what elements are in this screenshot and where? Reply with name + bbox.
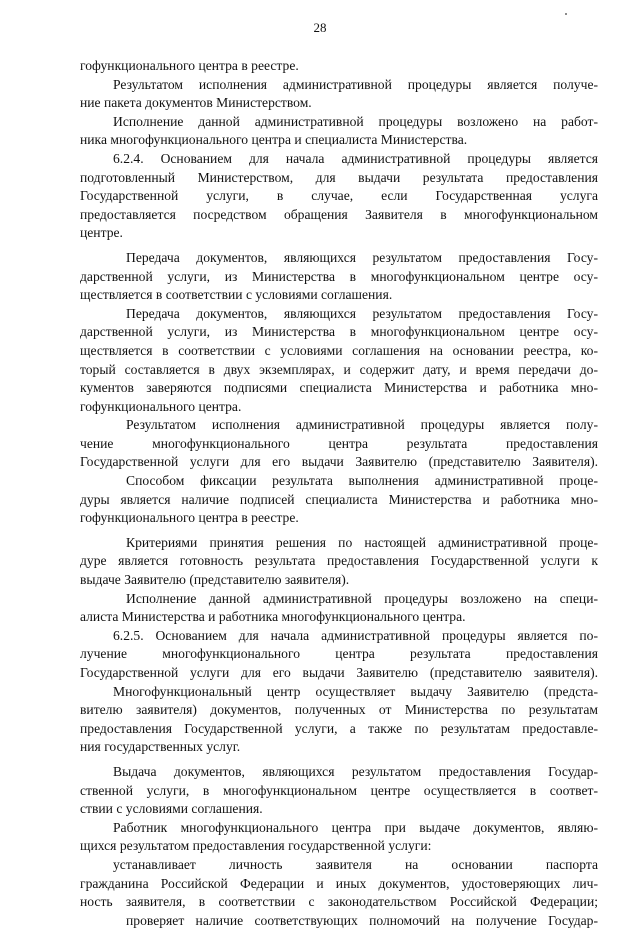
scan-speck bbox=[565, 13, 567, 15]
text-line: лучение многофункционального центра результата предоставления bbox=[80, 646, 598, 662]
text-line: чение многофункционального центра результата предоставления bbox=[80, 435, 598, 451]
text-line: гофункционального центра. bbox=[80, 398, 242, 414]
text-line: дуре является готовность результата предоставления Государственной услуги к bbox=[80, 553, 598, 569]
text-line: Государственной услуги для его выдачи Заявителю (представителю Заявителя). bbox=[80, 454, 598, 470]
text-line: 6.2.4. Основанием для начала административной процедуры является bbox=[113, 150, 598, 166]
text-line: гофункционального центра в реестре. bbox=[80, 58, 299, 73]
text-line: проверяет наличие соответствующих полномочий на получение Государ- bbox=[126, 912, 598, 928]
text-line: Государственной услуги, в случае, если Государственная услуга bbox=[80, 188, 598, 204]
text-line: устанавливает личность заявителя на основании паспорта bbox=[113, 856, 598, 872]
text-line: ществляется в соответствии с условиями соглашения. bbox=[80, 287, 393, 303]
text-line: вителю заявителя) документов, полученных от Министерства по результатам bbox=[80, 702, 598, 718]
text-line: ника многофункционального центра и специалиста Министерства. bbox=[80, 132, 468, 148]
text-line: Передача документов, являющихся результатом предоставления Госу- bbox=[126, 305, 598, 321]
text-line: Критериями принятия решения по настоящей административной проце- bbox=[126, 534, 598, 550]
page-number: 28 bbox=[313, 20, 327, 35]
text-line: ственной услуги, в многофункциональном центре осуществляется в соответ- bbox=[80, 782, 598, 798]
text-line: Выдача документов, являющихся результатом предоставления Государ- bbox=[113, 763, 598, 779]
text-line: Результатом исполнения административной процедуры является полу- bbox=[126, 417, 598, 433]
text-line: торый составляется в двух экземплярах, и содержит дату, и время передачи до- bbox=[80, 361, 598, 377]
text-line: ществляется в соответствии с условиями соглашения на основании реестра, ко- bbox=[80, 342, 598, 358]
document-body bbox=[80, 57, 598, 930]
text-line: Способом фиксации результата выполнения административной проце- bbox=[126, 473, 598, 489]
text-line: гофункционального центра в реестре. bbox=[80, 510, 299, 526]
text-line: 6.2.5. Основанием для начала административной процедуры является по- bbox=[113, 627, 598, 643]
text-line: ность заявителя, в соответствии с законодательством Российской Федерации; bbox=[80, 894, 598, 910]
text-line: Исполнение данной административной процедуры возложено на специ- bbox=[126, 590, 598, 606]
text-line: Государственной услуги для его выдачи Заявителю (представителю заявителя). bbox=[80, 665, 598, 680]
text-line: центре. bbox=[80, 225, 123, 241]
text-line: дарственной услуги, из Министерства в многофункциональном центре осу- bbox=[80, 268, 598, 284]
text-line: предоставления Государственной услуги, а также по результатам предоставле- bbox=[80, 720, 598, 736]
text-line: гражданина Российской Федерации и иных документов, удостоверяющих лич- bbox=[80, 875, 598, 891]
text-line: дуры является наличие подписей специалиста Министерства и работника мно- bbox=[80, 491, 598, 507]
text-line: ствии с условиями соглашения. bbox=[80, 801, 263, 817]
text-line: подготовленный Министерством, для выдачи результата предоставления bbox=[80, 169, 598, 185]
text-line: Работник многофункционального центра при выдаче документов, являю- bbox=[113, 819, 598, 835]
text-line: щихся результатом предоставления государственной услуги: bbox=[80, 838, 432, 854]
text-line: Передача документов, являющихся результатом предоставления Госу- bbox=[126, 249, 598, 265]
text-line: ния государственных услуг. bbox=[80, 739, 241, 755]
text-line: Исполнение данной административной процедуры возложено на работ- bbox=[113, 113, 598, 129]
text-line: кументов заверяются подписями специалиста Министерства и работника мно- bbox=[80, 380, 598, 396]
text-line: Многофункциональный центр осуществляет выдачу Заявителю (предста- bbox=[113, 683, 598, 699]
text-line: Результатом исполнения административной процедуры является получе- bbox=[113, 76, 598, 92]
text-line: выдаче Заявителю (представителю заявителя). bbox=[80, 572, 350, 588]
text-line: дарственной услуги, из Министерства в многофункциональном центре осу- bbox=[80, 324, 598, 340]
text-line: предоставляется посредством обращения Заявителя в многофункциональном bbox=[80, 206, 598, 222]
text-line: ние пакета документов Министерством. bbox=[80, 95, 312, 111]
text-line: алиста Министерства и работника многофункционального центра. bbox=[80, 609, 466, 625]
